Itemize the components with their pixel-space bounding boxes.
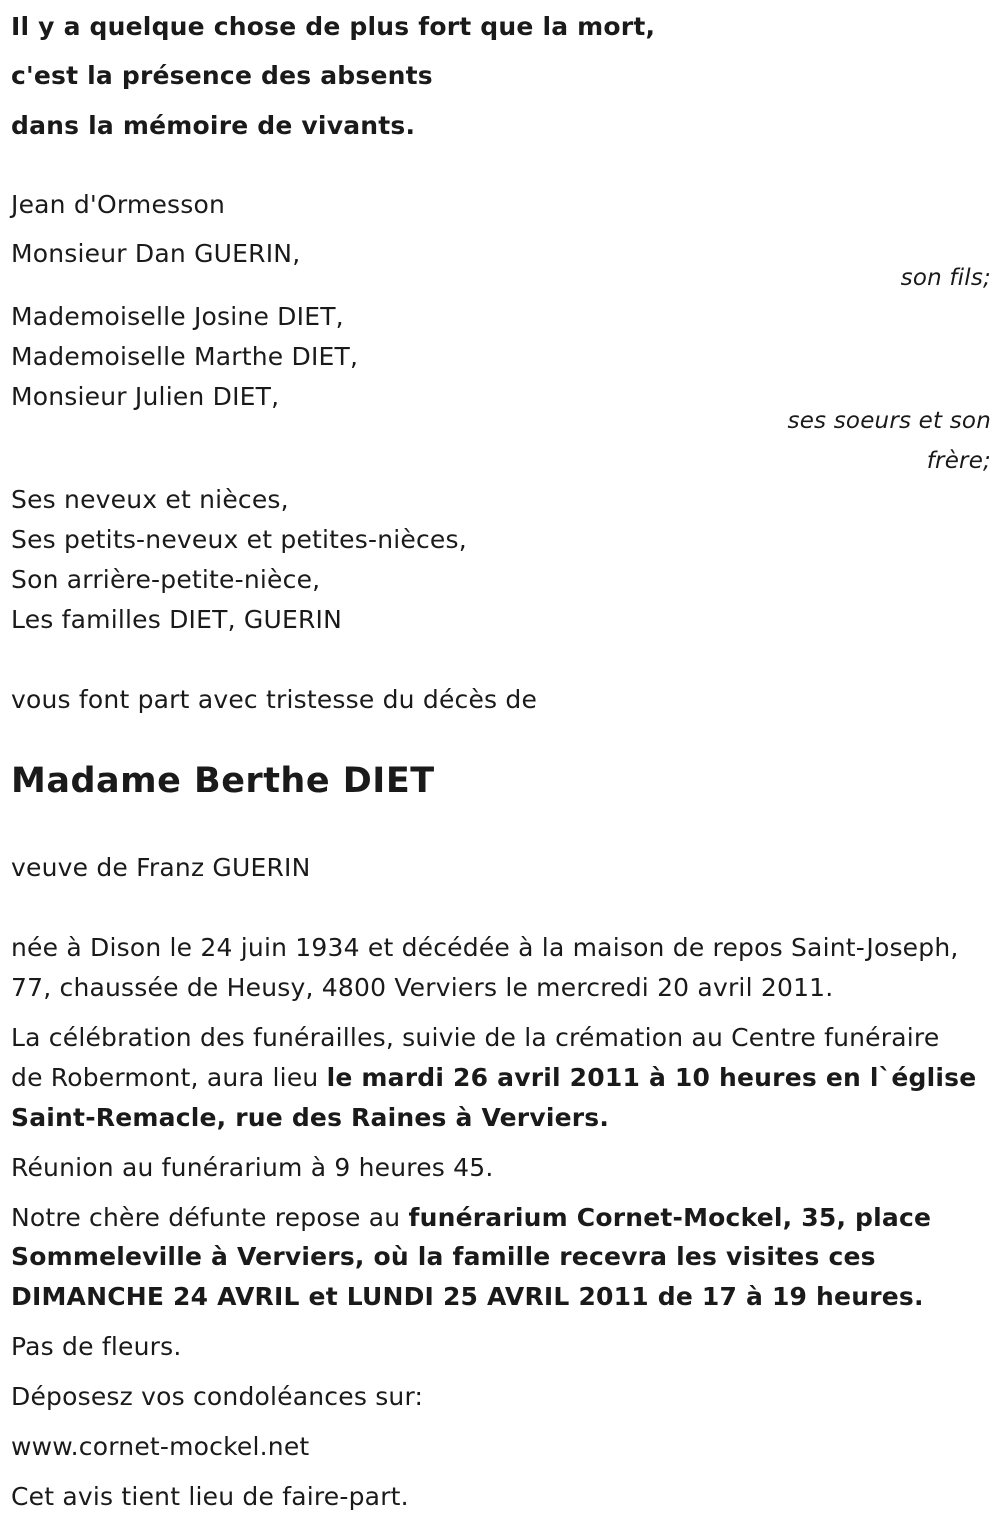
rest-line-3: DIMANCHE 24 AVRIL et LUNDI 25 AVRIL 2011 de 17 à 19 heures. [11, 1282, 924, 1311]
family-other-2: Ses petits-neveux et petites-nièces, [11, 525, 467, 554]
rest-line-2: Sommeleville à Verviers, où la famille recevra les visites ces [11, 1242, 876, 1271]
ceremony-line-2-plain: de Robermont, aura lieu [11, 1063, 327, 1092]
family-siblings-relation-2: frère; [926, 448, 991, 474]
quote-line-1: Il y a quelque chose de plus fort que la mort, [11, 12, 656, 41]
quote-author: Jean d'Ormesson [11, 190, 226, 219]
family-sibling-3: Monsieur Julien DIET, [11, 382, 280, 411]
birth-death-line-2: 77, chaussée de Heusy, 4800 Verviers le mercredi 20 avril 2011. [11, 973, 834, 1002]
family-siblings-relation-1: ses soeurs et son [787, 408, 991, 434]
ceremony-line-2 [11, 1063, 976, 1093]
no-flowers: Pas de fleurs. [11, 1332, 182, 1361]
birth-death-line-1: née à Dison le 24 juin 1934 et décédée à la maison de repos Saint-Joseph, [11, 933, 959, 962]
condolences-text: Déposesz vos condoléances sur: [11, 1382, 424, 1411]
deceased-name: Madame Berthe DIET [11, 761, 435, 801]
family-sibling-2: Mademoiselle Marthe DIET, [11, 342, 359, 371]
ceremony-place: Saint-Remacle, rue des Raines à Verviers. [11, 1103, 610, 1132]
meeting-info: Réunion au funérarium à 9 heures 45. [11, 1153, 494, 1182]
family-other-4: Les familles DIET, GUERIN [11, 605, 343, 634]
family-son: Monsieur Dan GUERIN, [11, 239, 301, 268]
family-other-1: Ses neveux et nièces, [11, 485, 289, 514]
rest-line-1-plain: Notre chère défunte repose au [11, 1203, 409, 1232]
ceremony-date-time: le mardi 26 avril 2011 à 10 heures en l`église [326, 1063, 977, 1092]
family-son-relation: son fils; [900, 265, 991, 291]
condolences-website: www.cornet-mockel.net [11, 1432, 310, 1461]
ceremony-line-1: La célébration des funérailles, suivie de la crémation au Centre funéraire [11, 1023, 940, 1052]
notice-text: Cet avis tient lieu de faire-part. [11, 1482, 409, 1511]
family-other-3: Son arrière-petite-nièce, [11, 565, 321, 594]
funeral-home-name: funérarium Cornet-Mockel, 35, place [408, 1203, 932, 1232]
family-sibling-1: Mademoiselle Josine DIET, [11, 302, 344, 331]
quote-line-2: c'est la présence des absents [11, 61, 433, 90]
quote-line-3: dans la mémoire de vivants. [11, 111, 416, 140]
announcement-text: vous font part avec tristesse du décès de [11, 685, 538, 714]
deceased-widow-of: veuve de Franz GUERIN [11, 853, 311, 882]
rest-line-1 [11, 1203, 931, 1233]
